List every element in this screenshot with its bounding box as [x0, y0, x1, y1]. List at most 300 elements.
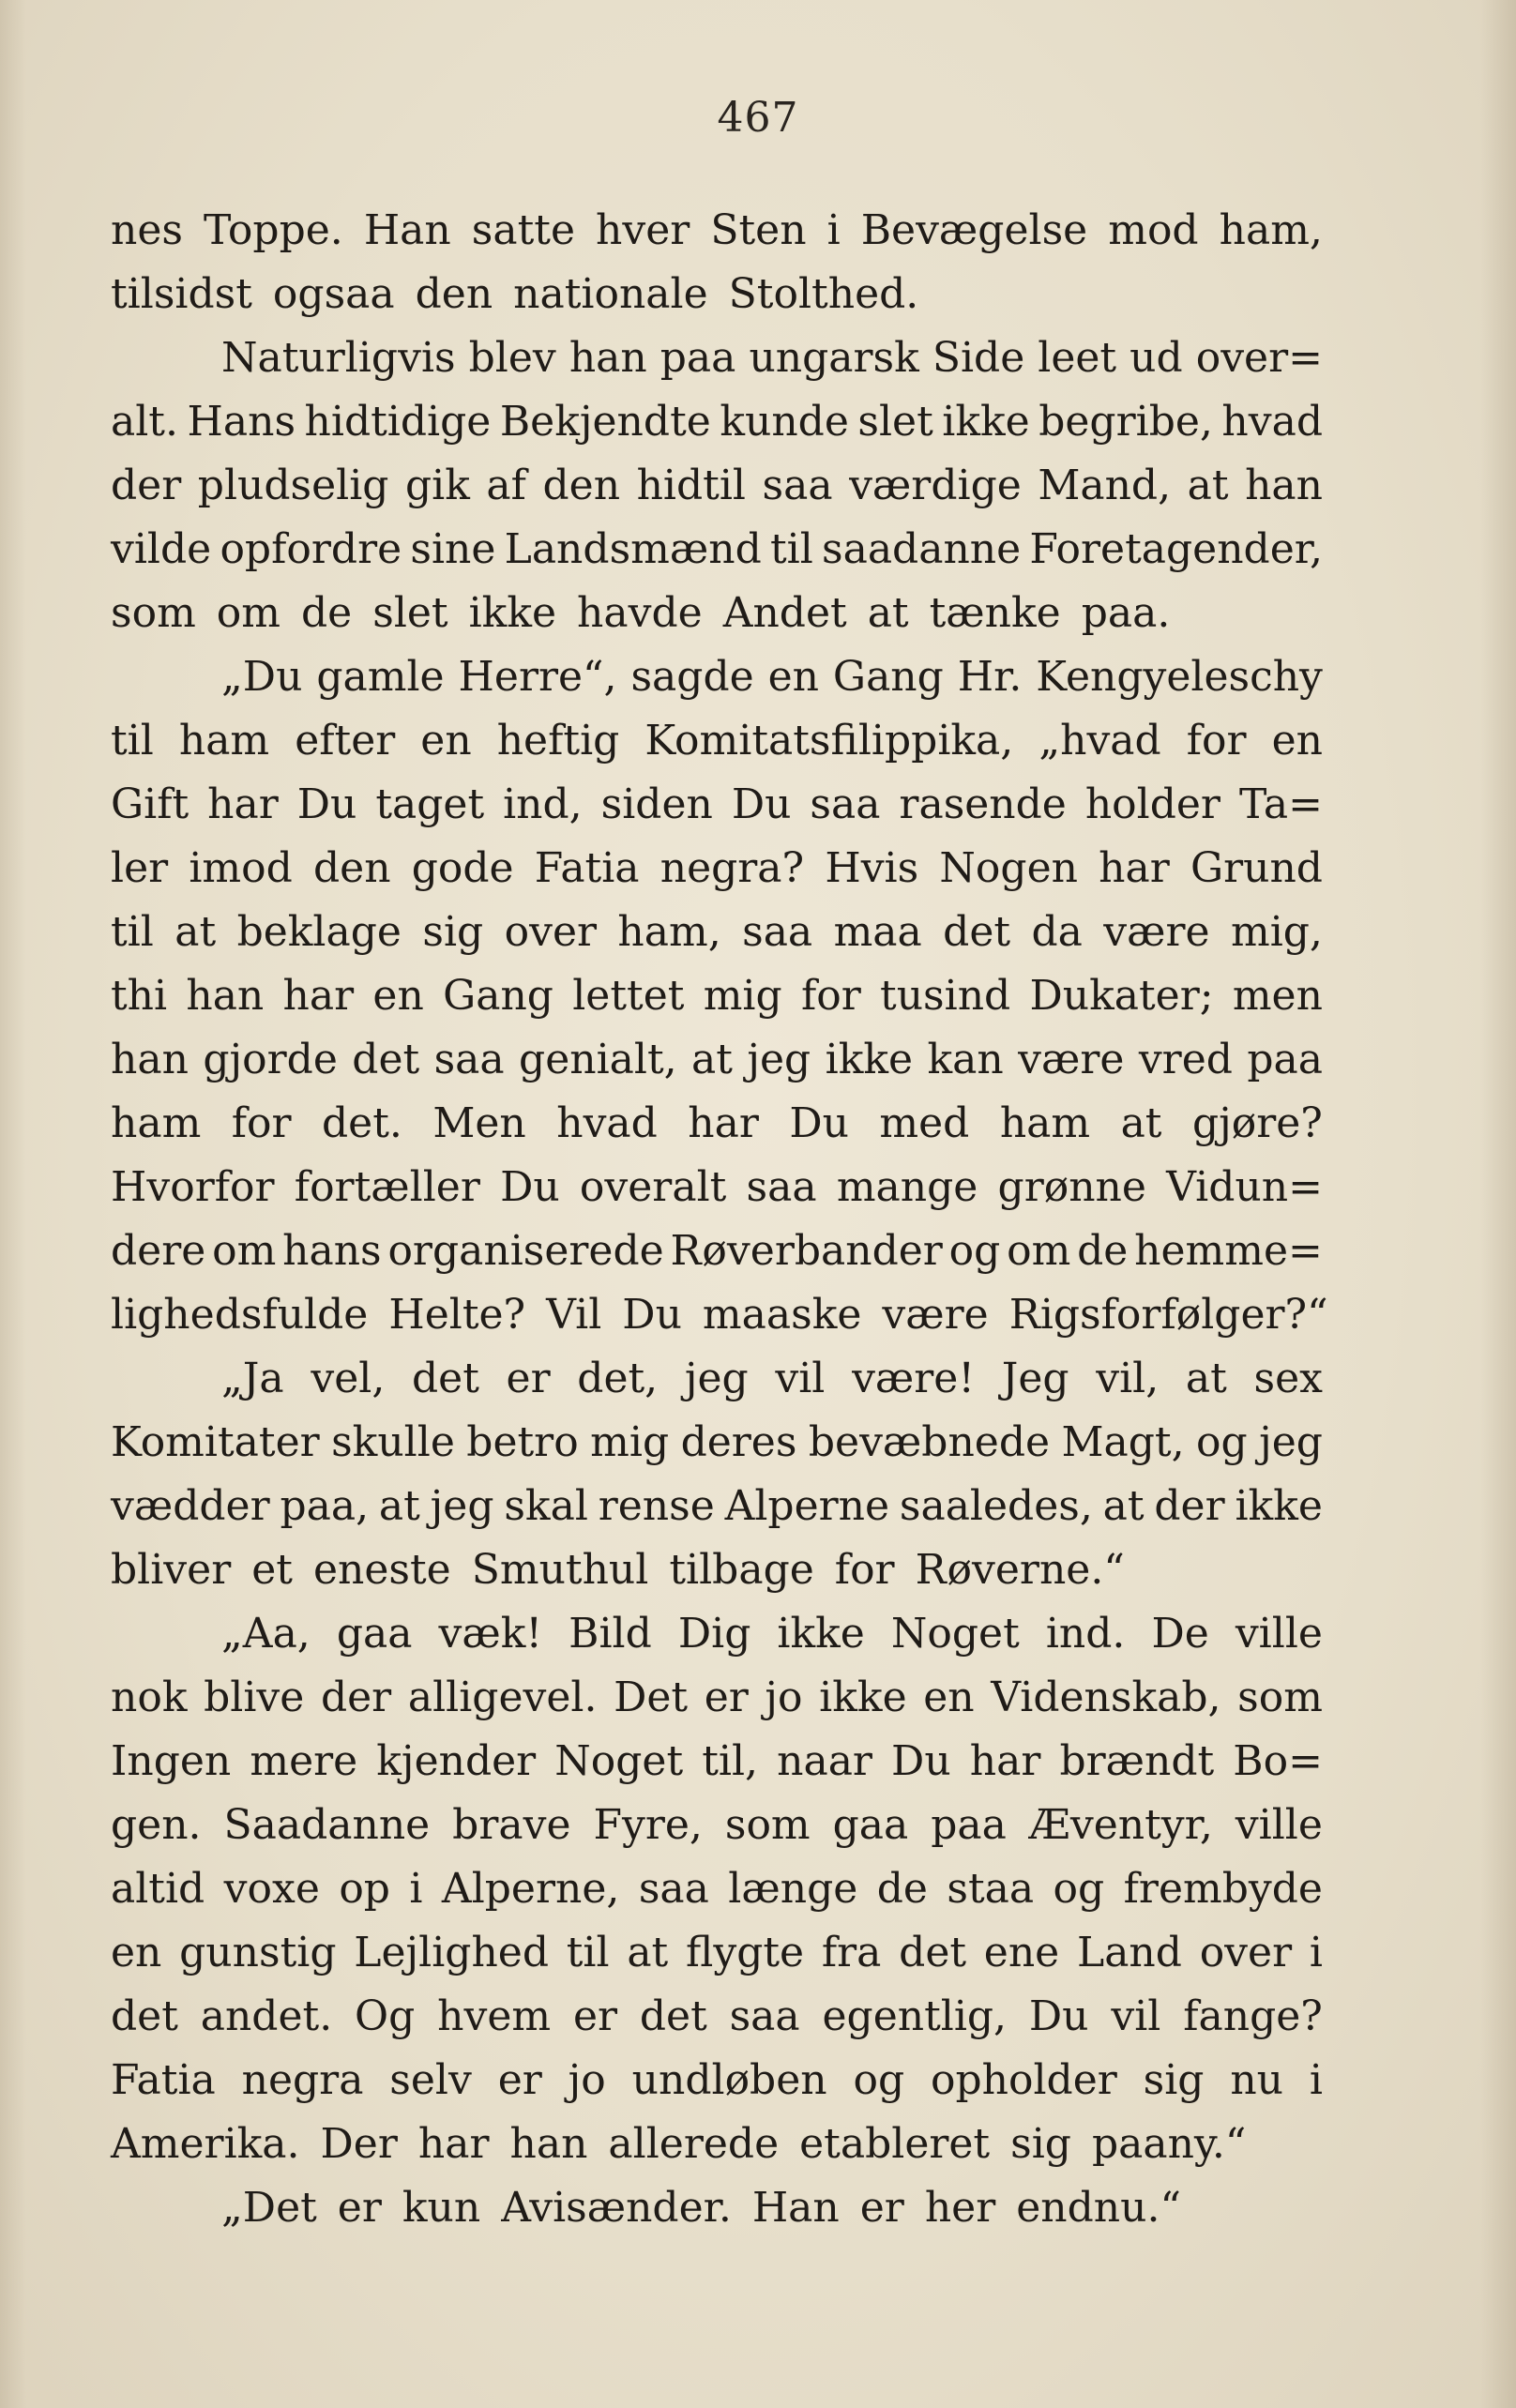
text-word: Der [320, 2120, 398, 2168]
text-word: Fyre, [593, 1801, 703, 1849]
text-word: Du [500, 1163, 560, 1211]
text-word: Du [1028, 1992, 1089, 2040]
body-text [111, 199, 1328, 2240]
text-word: Han [363, 206, 451, 254]
text-word: en [923, 1673, 975, 1721]
text-word: gamle [316, 653, 445, 701]
page-number: 467 [717, 94, 799, 142]
text-line [111, 709, 1323, 773]
text-word: ham, [617, 908, 721, 956]
text-word: maaske [702, 1291, 862, 1339]
text-word: til [566, 1929, 610, 1976]
text-word: at [174, 908, 217, 956]
text-line [111, 326, 1323, 390]
text-word: den [415, 270, 493, 318]
text-word: ville [1235, 1610, 1323, 1658]
text-word: thi [111, 972, 168, 1020]
text-word: det [352, 1036, 420, 1083]
text-line [111, 1985, 1323, 2049]
text-word: paa [1247, 1036, 1323, 1083]
text-word: „Ja [221, 1355, 284, 1402]
text-word: bevæbnede [808, 1418, 1051, 1466]
text-word: ene [983, 1929, 1060, 1976]
text-word: der [111, 462, 182, 509]
text-word: hidtidige [304, 398, 492, 446]
text-word: Mand, [1038, 462, 1172, 509]
text-word: brave [452, 1801, 571, 1849]
text-line [111, 263, 1323, 326]
text-line [111, 837, 1323, 901]
text-word: og [1196, 1418, 1248, 1466]
text-word: mig [703, 972, 782, 1020]
text-word: lettet [572, 972, 685, 1020]
text-word: Æventyr, [1028, 1801, 1213, 1849]
text-line [111, 1730, 1323, 1794]
text-word: er [497, 2056, 542, 2104]
text-word: det. [322, 1099, 402, 1147]
text-word: ungarsk [749, 334, 919, 382]
text-line [111, 773, 1323, 837]
text-word: endnu.“ [1016, 2184, 1181, 2232]
text-word: at [627, 1929, 669, 1976]
text-word: at [691, 1036, 733, 1083]
text-word: Vil [546, 1291, 602, 1339]
text-word: ville [1235, 1801, 1323, 1849]
text-word: og [853, 2056, 905, 2104]
text-word: betro [466, 1418, 579, 1466]
text-word: Bo= [1233, 1737, 1323, 1785]
text-word: ham [178, 717, 270, 765]
text-word: saa [742, 908, 813, 956]
text-word: mange [836, 1163, 978, 1211]
text-word: Du [789, 1099, 849, 1147]
text-word: gjøre? [1191, 1099, 1323, 1147]
text-word: og [1053, 1865, 1105, 1913]
text-word: begribe, [1038, 398, 1213, 446]
text-word: et [251, 1546, 293, 1594]
text-word: over= [1195, 334, 1323, 382]
text-word: „Aa, [221, 1610, 311, 1658]
text-word: ind. [1045, 1610, 1126, 1658]
text-word: som [1237, 1673, 1323, 1721]
text-word: gen. [111, 1801, 202, 1849]
text-word: slet [857, 398, 933, 446]
text-word: har [688, 1099, 759, 1147]
text-word: over [504, 908, 598, 956]
text-word: han [186, 972, 265, 1020]
text-word: staa [947, 1865, 1035, 1913]
text-word: Hans [187, 398, 296, 446]
text-word: han [1245, 462, 1323, 509]
text-word: Men [432, 1099, 526, 1147]
text-word: være [882, 1291, 989, 1339]
text-word: ud [1129, 334, 1183, 382]
text-line [111, 1411, 1323, 1475]
text-word: undløben [631, 2056, 827, 2104]
text-word: en [111, 1929, 162, 1976]
text-word: for [1186, 717, 1247, 765]
text-word: ikke [942, 398, 1030, 446]
text-word: „Du [221, 653, 303, 701]
text-word: en [767, 653, 819, 701]
text-word: gjorde [203, 1036, 338, 1083]
text-word: vil, [1096, 1355, 1160, 1402]
text-word: til, [702, 1737, 759, 1785]
text-word: maa [833, 908, 922, 956]
text-word: Sten [710, 206, 807, 254]
text-word: er [572, 1992, 618, 2040]
text-word: ham, [1219, 206, 1323, 254]
text-word: Stolthed. [728, 270, 919, 318]
text-word: ogsaa [272, 270, 395, 318]
text-word: det [639, 1992, 707, 2040]
text-word: nok [111, 1673, 188, 1721]
text-word: til [111, 908, 154, 956]
text-word: Rigsforfølger?“ [1008, 1291, 1328, 1339]
text-word: taget [375, 780, 485, 828]
text-line [111, 390, 1323, 454]
text-word: Amerika. [111, 2120, 300, 2168]
text-word: længe [728, 1865, 858, 1913]
text-line [111, 199, 1323, 263]
text-word: de [876, 1865, 928, 1913]
text-word: Du [731, 780, 792, 828]
text-line [111, 901, 1323, 964]
text-word: kunde [720, 398, 849, 446]
text-word: Dig [677, 1610, 751, 1658]
text-word: vil [1111, 1992, 1161, 2040]
text-word: nes [111, 206, 183, 254]
text-word: frembyde [1123, 1865, 1323, 1913]
text-word: Ingen [111, 1737, 232, 1785]
text-word: tænke [929, 589, 1061, 637]
text-line [111, 1666, 1323, 1730]
text-word: den [312, 844, 391, 892]
text-word: Bekjendte [499, 398, 711, 446]
text-word: lighedsfulde [111, 1291, 369, 1339]
text-word: saa [729, 1992, 800, 2040]
text-word: Røverbander [670, 1227, 943, 1275]
text-word: saa [433, 1036, 505, 1083]
text-word: sagde [630, 653, 754, 701]
text-line [111, 1028, 1323, 1092]
text-word: Toppe. [204, 206, 343, 254]
text-word: over [1199, 1929, 1293, 1976]
text-word: heftig [496, 717, 620, 765]
text-word: hemme= [1134, 1227, 1323, 1275]
text-word: negra [241, 2056, 364, 2104]
text-word: holder [1084, 780, 1220, 828]
text-word: om [1007, 1227, 1071, 1275]
text-word: paa. [1081, 589, 1171, 637]
text-line [111, 1857, 1323, 1921]
text-word: naar [777, 1737, 872, 1785]
text-word: Han [751, 2184, 840, 2232]
text-line [111, 1092, 1323, 1156]
text-word: „Det [221, 2184, 317, 2232]
text-word: jeg [747, 1036, 811, 1083]
text-word: jeg [684, 1355, 749, 1402]
text-line [111, 1921, 1323, 1985]
text-word: gaa [832, 1801, 909, 1849]
text-word: tusind [880, 972, 1011, 1020]
text-word: være [1018, 1036, 1125, 1083]
text-word: fange? [1183, 1992, 1323, 2040]
text-word: tilsidst [111, 270, 252, 318]
text-word: i [1309, 1929, 1323, 1976]
text-line [111, 1347, 1323, 1411]
text-word: ikke [819, 1673, 907, 1721]
text-word: Hvorfor [111, 1163, 275, 1211]
text-word: hvem [437, 1992, 552, 2040]
text-word: han [509, 2120, 588, 2168]
text-word: paa [659, 334, 736, 382]
text-word: alligevel. [407, 1673, 598, 1721]
text-word: ikke [825, 1036, 914, 1083]
text-word: Avisænder. [501, 2184, 732, 2232]
text-word: rense [598, 1482, 715, 1530]
text-word: Røverne.“ [915, 1546, 1125, 1594]
text-line [111, 2113, 1323, 2176]
text-word: i [826, 206, 841, 254]
text-word: hvad [556, 1099, 658, 1147]
text-word: Du [622, 1291, 682, 1339]
text-word: har [282, 972, 355, 1020]
text-word: altid [111, 1865, 205, 1913]
text-word: for [231, 1099, 292, 1147]
text-word: han [568, 334, 647, 382]
text-word: der [1154, 1482, 1225, 1530]
text-word: satte [471, 206, 576, 254]
text-word: hver [596, 206, 690, 254]
text-word: sine [410, 525, 496, 573]
text-word: Fatia [534, 844, 640, 892]
text-word: hidtil [636, 462, 746, 509]
text-word: fra [821, 1929, 882, 1976]
text-word: ikke [468, 589, 557, 637]
text-word: Alperne, [441, 1865, 620, 1913]
text-word: flygte [686, 1929, 805, 1976]
text-word: sig [422, 908, 484, 956]
text-line [111, 1283, 1328, 1347]
text-line [111, 1156, 1323, 1219]
text-line [111, 582, 1323, 645]
text-word: Dukater; [1029, 972, 1214, 1020]
text-word: skulle [331, 1418, 455, 1466]
text-word: Noget [554, 1737, 684, 1785]
text-word: opholder [930, 2056, 1117, 2104]
text-word: hvad [1221, 398, 1323, 446]
text-word: overalt [579, 1163, 727, 1211]
text-word: Fatia [111, 2056, 216, 2104]
text-word: af [486, 462, 526, 509]
text-word: har [207, 780, 279, 828]
text-word: i [409, 1865, 423, 1913]
text-word: den [542, 462, 621, 509]
text-word: allerede [608, 2120, 780, 2168]
text-word: Magt, [1061, 1418, 1185, 1466]
text-line [111, 1475, 1323, 1538]
text-word: nu [1230, 2056, 1284, 2104]
text-word: de [1077, 1227, 1129, 1275]
text-word: Ta= [1238, 780, 1323, 828]
text-word: eneste [312, 1546, 451, 1594]
text-word: til [769, 525, 813, 573]
text-word: gik [404, 462, 470, 509]
text-word: gunstig [179, 1929, 337, 1976]
text-word: Komitatsfilippika, [644, 717, 1014, 765]
text-word: Gang [832, 653, 944, 701]
text-word: sig [1143, 2056, 1205, 2104]
text-word: Jeg [1001, 1355, 1069, 1402]
text-word: for [800, 972, 861, 1020]
text-word: vilde [111, 525, 212, 573]
text-word: han [111, 1036, 189, 1083]
text-word: Andet [722, 589, 847, 637]
text-word: Foretagender, [1029, 525, 1323, 573]
text-word: Det [614, 1673, 689, 1721]
text-word: at [867, 589, 909, 637]
text-word: de [301, 589, 353, 637]
text-word: som [111, 589, 196, 637]
text-word: har [1099, 844, 1170, 892]
text-line [111, 964, 1323, 1028]
text-word: Land [1076, 1929, 1182, 1976]
text-word: jo [765, 1673, 803, 1721]
text-word: sex [1253, 1355, 1323, 1402]
text-word: dere [111, 1227, 206, 1275]
text-word: Og [355, 1992, 416, 2040]
text-word: jeg [430, 1482, 494, 1530]
text-word: gode [411, 844, 514, 892]
text-word: jeg [1259, 1418, 1323, 1466]
text-word: Hr. [957, 653, 1023, 701]
text-word: Landsmænd [504, 525, 762, 573]
text-line [111, 454, 1323, 518]
text-word: ham [999, 1099, 1091, 1147]
text-line [111, 1602, 1323, 1666]
text-word: ikke [777, 1610, 865, 1658]
text-word: en [372, 972, 424, 1020]
text-word: at [1187, 462, 1229, 509]
text-word: om [212, 1227, 277, 1275]
text-word: genialt, [519, 1036, 677, 1083]
text-word: mod [1108, 206, 1199, 254]
text-word: det, [577, 1355, 659, 1402]
text-word: mig, [1230, 908, 1323, 956]
text-word: mere [250, 1737, 358, 1785]
text-word: skal [504, 1482, 588, 1530]
text-line [111, 1219, 1323, 1283]
text-word: rasende [899, 780, 1067, 828]
text-word: havde [577, 589, 703, 637]
text-word: at [1120, 1099, 1162, 1147]
text-word: Du [296, 780, 357, 828]
text-word: siden [600, 780, 713, 828]
text-word: det [943, 908, 1011, 956]
text-line [111, 518, 1323, 582]
text-word: en [420, 717, 472, 765]
text-word: saaledes, [899, 1482, 1093, 1530]
text-word: saa [746, 1163, 817, 1211]
text-line [111, 1794, 1323, 1857]
text-word: har [417, 2120, 490, 2168]
text-word: vædder [111, 1482, 270, 1530]
text-word: tilbage [669, 1546, 814, 1594]
text-word: De [1151, 1610, 1209, 1658]
text-word: etableret [799, 2120, 991, 2168]
text-word: imod [189, 844, 293, 892]
text-word: Smuthul [471, 1546, 649, 1594]
text-word: fortæller [294, 1163, 480, 1211]
text-word: vel, [311, 1355, 386, 1402]
text-word: Hvis [825, 844, 919, 892]
text-word: Lejlighed [354, 1929, 549, 1976]
text-word: Side [932, 334, 1025, 382]
text-line [111, 645, 1323, 709]
text-word: slet [372, 589, 448, 637]
text-word: men [1232, 972, 1323, 1020]
text-word: Naturligvis [221, 334, 456, 382]
text-word: er [506, 1355, 551, 1402]
text-word: som [724, 1801, 811, 1849]
text-line [111, 1538, 1323, 1602]
text-word: at [378, 1482, 420, 1530]
text-word: brændt [1059, 1737, 1215, 1785]
text-word: med [879, 1099, 970, 1147]
text-word: alt. [111, 398, 178, 446]
text-word: gaa [336, 1610, 413, 1658]
text-word: opfordre [220, 525, 402, 573]
text-word: voxe [223, 1865, 320, 1913]
text-word: organiserede [387, 1227, 664, 1275]
text-word: bliver [111, 1546, 232, 1594]
text-word: til [111, 717, 154, 765]
text-word: egentlig, [822, 1992, 1008, 2040]
text-word: Noget [890, 1610, 1020, 1658]
text-word: kun [402, 2184, 481, 2232]
text-word: der [320, 1673, 392, 1721]
text-word: Alperne [724, 1482, 890, 1530]
text-word: være! [852, 1355, 976, 1402]
text-word: at [1102, 1482, 1145, 1530]
text-word: vred [1138, 1036, 1233, 1083]
text-word: er [337, 2184, 382, 2232]
text-word: ikke [1235, 1482, 1323, 1530]
text-word: at [1185, 1355, 1227, 1402]
text-word: grønne [997, 1163, 1146, 1211]
text-word: væk! [438, 1610, 543, 1658]
text-word: ind, [503, 780, 583, 828]
text-word: kan [927, 1036, 1004, 1083]
text-word: Videnskab, [991, 1673, 1221, 1721]
text-line [111, 2049, 1323, 2113]
text-word: deres [680, 1418, 797, 1466]
text-word: ham [111, 1099, 202, 1147]
text-word: sig [1010, 2120, 1071, 2168]
text-word: „hvad [1038, 717, 1161, 765]
text-word: saadanne [822, 525, 1022, 573]
text-word: Gift [111, 780, 190, 828]
text-word: andet. [200, 1992, 333, 2040]
text-word: har [969, 1737, 1041, 1785]
text-word: pludselig [197, 462, 389, 509]
text-word: er [704, 1673, 749, 1721]
text-word: for [834, 1546, 895, 1594]
text-word: om [216, 589, 281, 637]
text-word: beklage [236, 908, 402, 956]
text-word: være [1103, 908, 1210, 956]
